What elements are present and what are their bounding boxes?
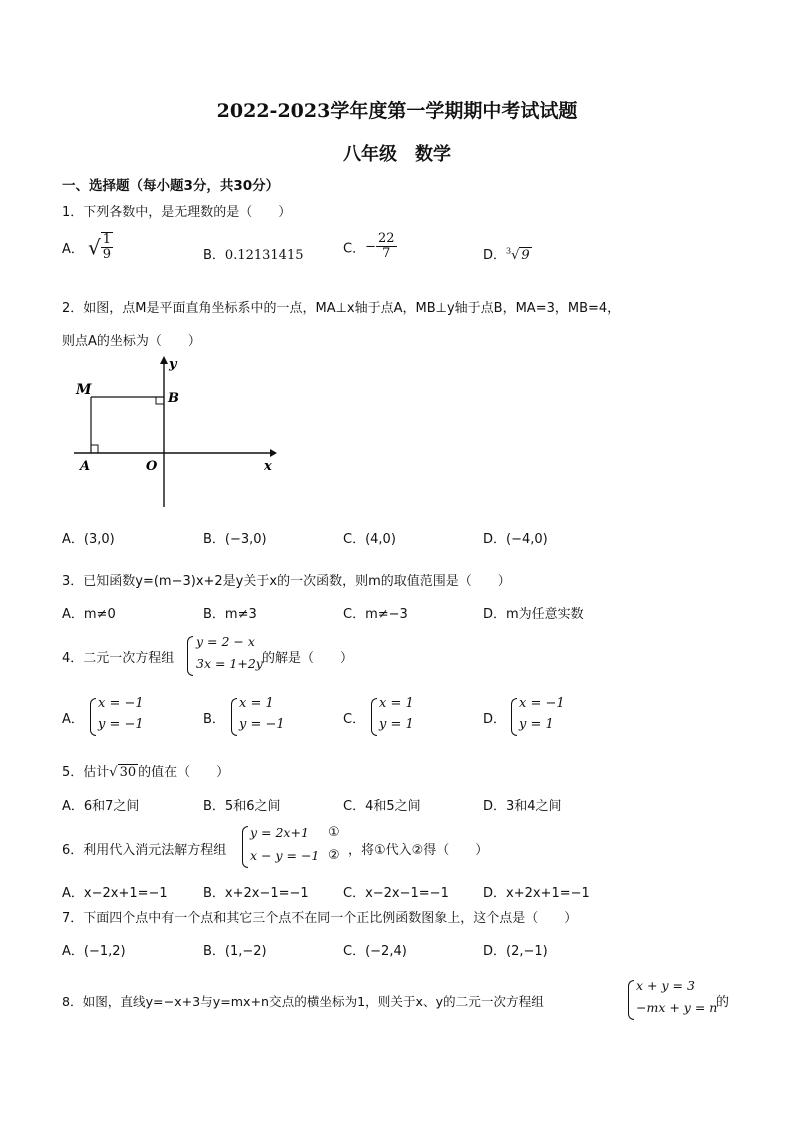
- question-1-option-a[interactable]: [62, 232, 113, 272]
- question-5-stem: 5．估计√ 30 的值在（ ）: [62, 765, 230, 780]
- question-4-stem-pre: 4．二元一次方程组: [62, 651, 175, 666]
- exam-subtitle: 八年级 数学: [343, 144, 451, 165]
- question-5-option-d[interactable]: D．3和4之间: [483, 799, 562, 814]
- question-6-mark-1: ①: [328, 825, 340, 840]
- question-7-option-a[interactable]: A．(−1,2): [62, 944, 126, 959]
- right-angle-b: [156, 397, 164, 404]
- label-y: y: [169, 357, 177, 372]
- label-o: O: [146, 459, 158, 474]
- question-3-stem: 3．已知函数y=(m−3)x+2是y关于x的一次函数，则m的取值范围是（ ）: [62, 574, 511, 589]
- question-8-stem-post: 的: [716, 995, 730, 1010]
- question-2-option-b[interactable]: B．(−3,0): [203, 532, 267, 547]
- question-2-stem-line2: 则点A的坐标为（ ）: [62, 334, 201, 349]
- question-1-option-b[interactable]: B．0.12131415: [203, 248, 304, 263]
- question-8-system-line2: −mx + y = n: [636, 1000, 718, 1015]
- question-1-option-c[interactable]: C．− $\frac{22}{7}$: [343, 231, 395, 262]
- section-heading: 一、选择题（每小题3分，共30分）: [62, 178, 280, 194]
- question-2-stem-line1: 2．如图，点M是平面直角坐标系中的一点，MA⊥x轴于点A，MB⊥y轴于点B，MA=3，MB=4，: [62, 301, 621, 316]
- system-brace: [90, 698, 96, 736]
- question-5-option-c[interactable]: C．4和5之间: [343, 799, 421, 814]
- system-brace: [511, 698, 517, 736]
- question-6-option-b[interactable]: B．x+2x−1=−1: [203, 886, 309, 901]
- question-6-system-line1: y = 2x+1: [250, 825, 309, 840]
- question-4-stem-post: 的解是（ ）: [262, 651, 354, 666]
- system-brace: [242, 826, 248, 868]
- system-brace: [628, 980, 634, 1020]
- right-angle-a: [91, 445, 98, 453]
- question-7-option-b[interactable]: B．(1,−2): [203, 944, 267, 959]
- question-3-option-b[interactable]: B．m≠3: [203, 607, 257, 622]
- label-a: A: [80, 459, 91, 474]
- label-x: x: [264, 459, 272, 474]
- question-7-option-d[interactable]: D．(2,−1): [483, 944, 548, 959]
- question-6-system-line2: x − y = −1: [250, 848, 320, 863]
- system-brace: [187, 636, 193, 676]
- question-6-option-c[interactable]: C．x−2x−1=−1: [343, 886, 449, 901]
- option-label: A．: [62, 241, 84, 257]
- question-5-option-b[interactable]: B．5和6之间: [203, 799, 281, 814]
- system-brace: [231, 698, 237, 736]
- fraction: $\frac{22}{7}$: [377, 231, 395, 262]
- question-5-option-a[interactable]: A．6和7之间: [62, 799, 140, 814]
- question-6-option-a[interactable]: A．x−2x+1=−1: [62, 886, 168, 901]
- question-6-option-d[interactable]: D．x+2x+1=−1: [483, 886, 590, 901]
- question-1-option-d[interactable]: D．$^3$√ 9: [483, 246, 530, 263]
- question-4-option-d[interactable]: D． x = −1 y = 1: [483, 696, 593, 738]
- system-brace: [371, 698, 377, 736]
- question-6-mark-2: ②: [328, 848, 340, 863]
- question-7-stem: 7．下面四个点中有一个点和其它三个点不在同一个正比例函数图象上，这个点是（ ）: [62, 911, 578, 926]
- question-4-system-line1: y = 2 − x: [196, 634, 255, 649]
- question-6-stem-post: ，将①代入②得（ ）: [348, 843, 489, 858]
- sqrt-sign: √: [109, 765, 118, 780]
- question-2-option-a[interactable]: A．(3,0): [62, 532, 115, 547]
- question-6-stem-pre: 6．利用代入消元法解方程组: [62, 843, 227, 858]
- label-m: M: [76, 382, 92, 398]
- y-axis-arrow: [160, 356, 168, 364]
- question-1-stem: 1．下列各数中，是无理数的是（ ）: [62, 205, 292, 220]
- question-4-system-line2: 3x = 1+2y: [196, 656, 263, 671]
- question-2-option-d[interactable]: D．(−4,0): [483, 532, 548, 547]
- question-8-stem: 8．如图，直线y=−x+3与y=mx+n交点的横坐标为1，则关于x、y的二元一次方程组: [62, 994, 544, 1009]
- fraction: $\frac{1}{9}$: [102, 232, 112, 263]
- question-7-option-c[interactable]: C．(−2,4): [343, 944, 407, 959]
- label-b: B: [168, 391, 179, 406]
- sqrt-sign: √: [88, 235, 101, 260]
- question-8-system-line1: x + y = 3: [636, 978, 695, 993]
- question-2-option-c[interactable]: C．(4,0): [343, 532, 396, 547]
- question-3-option-c[interactable]: C．m≠−3: [343, 607, 408, 622]
- question-4-option-c[interactable]: C． x = 1 y = 1: [343, 696, 453, 738]
- coordinate-figure: [70, 352, 290, 512]
- question-3-option-a[interactable]: A．m≠0: [62, 607, 116, 622]
- question-3-option-d[interactable]: D．m为任意实数: [483, 607, 584, 622]
- question-4-option-b[interactable]: B． x = 1 y = −1: [203, 696, 313, 738]
- exam-title: 2022-2023学年度第一学期期中考试试题: [216, 100, 578, 122]
- question-4-option-a[interactable]: A． x = −1 y = −1: [62, 696, 172, 738]
- x-axis-arrow: [270, 449, 277, 457]
